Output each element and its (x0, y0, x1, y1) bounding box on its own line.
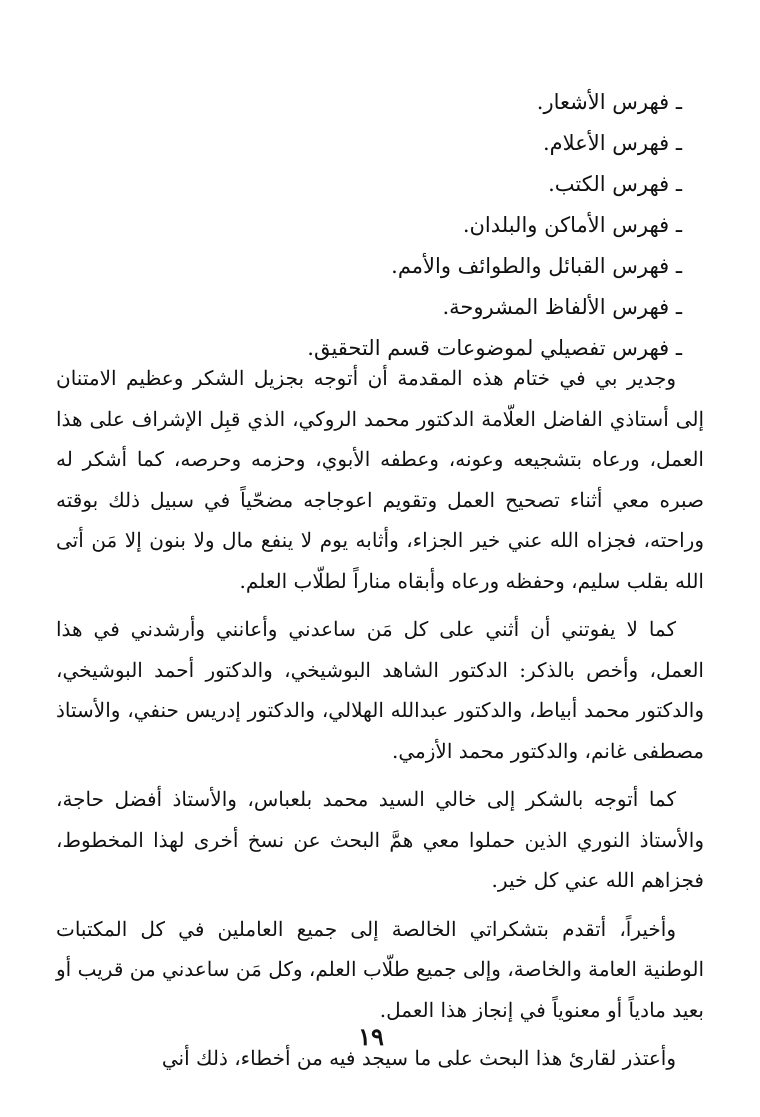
list-item: ـ فهرس القبائل والطوائف والأمم. (391, 254, 682, 278)
body-text (56, 358, 704, 1087)
list-item: ـ فهرس الأشعار. (536, 90, 682, 114)
list-item: ـ فهرس الألفاظ المشروحة. (442, 295, 682, 319)
list-item: ـ فهرس تفصيلي لموضوعات قسم التحقيق. (307, 336, 682, 360)
paragraph-acknowledgement-family: كما أتوجه بالشكر إلى خالي السيد محمد بلعباس، والأستاذ أفضل حاجة، والأستاذ النوري الذين حملوا معي همَّ البحث عن نسخ أخرى لهذا المخطوط، فجزاهم الله عني كل خير. (56, 787, 704, 892)
paragraph-acknowledgement-libraries: وأخيراً، أتقدم بتشكراتي الخالصة إلى جميع العاملين في كل المكتبات الوطنية العامة والخاصة، وإلى جميع طلّاب العلم، وكل مَن ساعدني من قريب أو بعيد مادياً أو معنوياً في إنجاز هذا العمل. (56, 916, 704, 1022)
list-item: ـ فهرس الكتب. (548, 172, 682, 196)
list-item: ـ فهرس الأماكن والبلدان. (462, 213, 682, 237)
paragraph-apology: وأعتذر لقارئ هذا البحث على ما سيجد فيه من أخطاء، ذلك أني (161, 1046, 676, 1070)
page-number: ١٩ (358, 1022, 384, 1051)
paragraph-acknowledgement-supervisor: وجدير بي في ختام هذه المقدمة أن أتوجه بجزيل الشكر وعظيم الامتنان إلى أستاذي الفاضل العلّامة الدكتور محمد الروكي، الذي قبِل الإشراف على هذا العمل، ورعاه بتشجيعه وعونه، وعطفه الأبوي، وحزمه وحرصه، كما أشكر له صبره معي أثناء تصحيح العمل وتقويم اعوجاجه مضحّياً في سبيل ذلك بوقته وراحته، فجزاه الله عني خير الجزاء، وأثابه يوم لا ينفع مال ولا بنون إلا مَن أتى الله بقلب سليم، وحفظه ورعاه وأبقاه مناراً لطلّاب العلم. (56, 366, 704, 593)
index-list (122, 82, 682, 369)
paragraph-acknowledgement-professors: كما لا يفوتني أن أثني على كل مَن ساعدني وأعانني وأرشدني في هذا العمل، وأخص بالذكر: الدكتور الشاهد البوشيخي، والدكتور أحمد البوشيخي، والدكتور محمد أبياط، والدكتور عبدالله الهلالي، والدكتور إدريس حنفي، والأستاذ مصطفى غانم، والدكتور محمد الأزمي. (56, 617, 704, 763)
list-item: ـ فهرس الأعلام. (543, 131, 682, 155)
